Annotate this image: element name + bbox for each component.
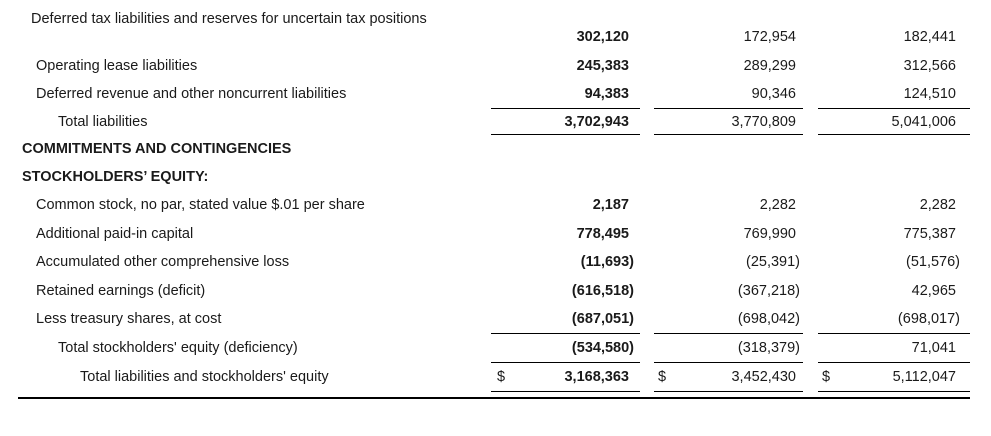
value-col3: 2,282 xyxy=(919,197,956,213)
section-title: COMMITMENTS AND CONTINGENCIES xyxy=(22,141,292,157)
value-col1: (11,693) xyxy=(580,254,634,270)
value-col1: 302,120 xyxy=(576,29,629,45)
value-col3: 5,112,047 xyxy=(892,369,956,385)
value-col2: 289,299 xyxy=(743,58,796,74)
subtotal-rule xyxy=(818,362,970,363)
value-col3: 42,965 xyxy=(911,283,956,299)
value-col1: (534,580) xyxy=(571,340,634,356)
subtotal-rule xyxy=(654,108,803,109)
value-col1: 3,168,363 xyxy=(564,369,629,385)
value-col2: (25,391) xyxy=(745,254,800,270)
value-col3: 312,566 xyxy=(903,58,956,74)
value-col1: 245,383 xyxy=(576,58,629,74)
value-col2: (367,218) xyxy=(737,283,800,299)
row-label: Total stockholders' equity (deficiency) xyxy=(58,340,298,356)
value-col2: (318,379) xyxy=(737,340,800,356)
row-label: Common stock, no par, stated value $.01 per share xyxy=(36,197,365,213)
bottom-rule xyxy=(18,397,970,399)
subtotal-rule xyxy=(654,333,803,334)
section-title: STOCKHOLDERS’ EQUITY: xyxy=(22,169,209,185)
row-label: Operating lease liabilities xyxy=(36,58,198,74)
row-label: Total liabilities and stockholders' equity xyxy=(80,369,329,385)
subtotal-rule xyxy=(491,108,640,109)
value-col3: 775,387 xyxy=(903,226,956,242)
double-rule-top xyxy=(818,391,970,392)
row-label: Retained earnings (deficit) xyxy=(36,283,206,299)
currency-symbol: $ xyxy=(497,369,506,385)
value-col3: (51,576) xyxy=(905,254,960,270)
value-col1: (687,051) xyxy=(571,311,634,327)
table-row-additional-paid-in-capital xyxy=(0,224,991,252)
double-rule-top xyxy=(491,391,640,392)
row-label: Less treasury shares, at cost xyxy=(36,311,222,327)
row-label: Accumulated other comprehensive loss xyxy=(36,254,290,270)
row-label: Additional paid-in capital xyxy=(36,226,194,242)
section-header-equity xyxy=(0,168,991,196)
table-row-operating-lease xyxy=(0,56,991,84)
currency-symbol: $ xyxy=(658,369,667,385)
value-col3: 71,041 xyxy=(911,340,956,356)
value-col1: (616,518) xyxy=(571,283,634,299)
value-col2: 3,452,430 xyxy=(731,369,796,385)
section-header-commitments xyxy=(0,140,991,168)
value-col1: 2,187 xyxy=(592,197,629,213)
row-label: Deferred revenue and other noncurrent liabilities xyxy=(36,86,347,102)
table-row-common-stock xyxy=(0,195,991,223)
subtotal-rule xyxy=(818,108,970,109)
value-col2: 90,346 xyxy=(751,86,796,102)
value-col2: (698,042) xyxy=(737,311,800,327)
value-col2: 769,990 xyxy=(743,226,796,242)
table-row-deferred-tax xyxy=(0,8,991,48)
table-row-retained-earnings xyxy=(0,281,991,309)
subtotal-rule xyxy=(491,333,640,334)
table-row-total-liabilities xyxy=(0,112,991,140)
value-col3: 5,041,006 xyxy=(891,114,956,130)
total-rule xyxy=(654,134,803,135)
value-col2: 3,770,809 xyxy=(731,114,796,130)
total-rule xyxy=(818,134,970,135)
row-label: Total liabilities xyxy=(58,114,148,130)
subtotal-rule xyxy=(491,362,640,363)
value-col2: 172,954 xyxy=(743,29,796,45)
value-col3: (698,017) xyxy=(897,311,960,327)
row-label: Deferred tax liabilities and reserves for uncertain tax positions xyxy=(31,11,427,27)
subtotal-rule xyxy=(818,333,970,334)
double-rule-top xyxy=(654,391,803,392)
table-row-aoci xyxy=(0,252,991,280)
value-col1: 3,702,943 xyxy=(564,114,629,130)
value-col1: 94,383 xyxy=(584,86,629,102)
value-col1: 778,495 xyxy=(576,226,629,242)
currency-symbol: $ xyxy=(822,369,831,385)
total-rule xyxy=(491,134,640,135)
value-col3: 124,510 xyxy=(903,86,956,102)
subtotal-rule xyxy=(654,362,803,363)
value-col2: 2,282 xyxy=(759,197,796,213)
value-col3: 182,441 xyxy=(903,29,956,45)
